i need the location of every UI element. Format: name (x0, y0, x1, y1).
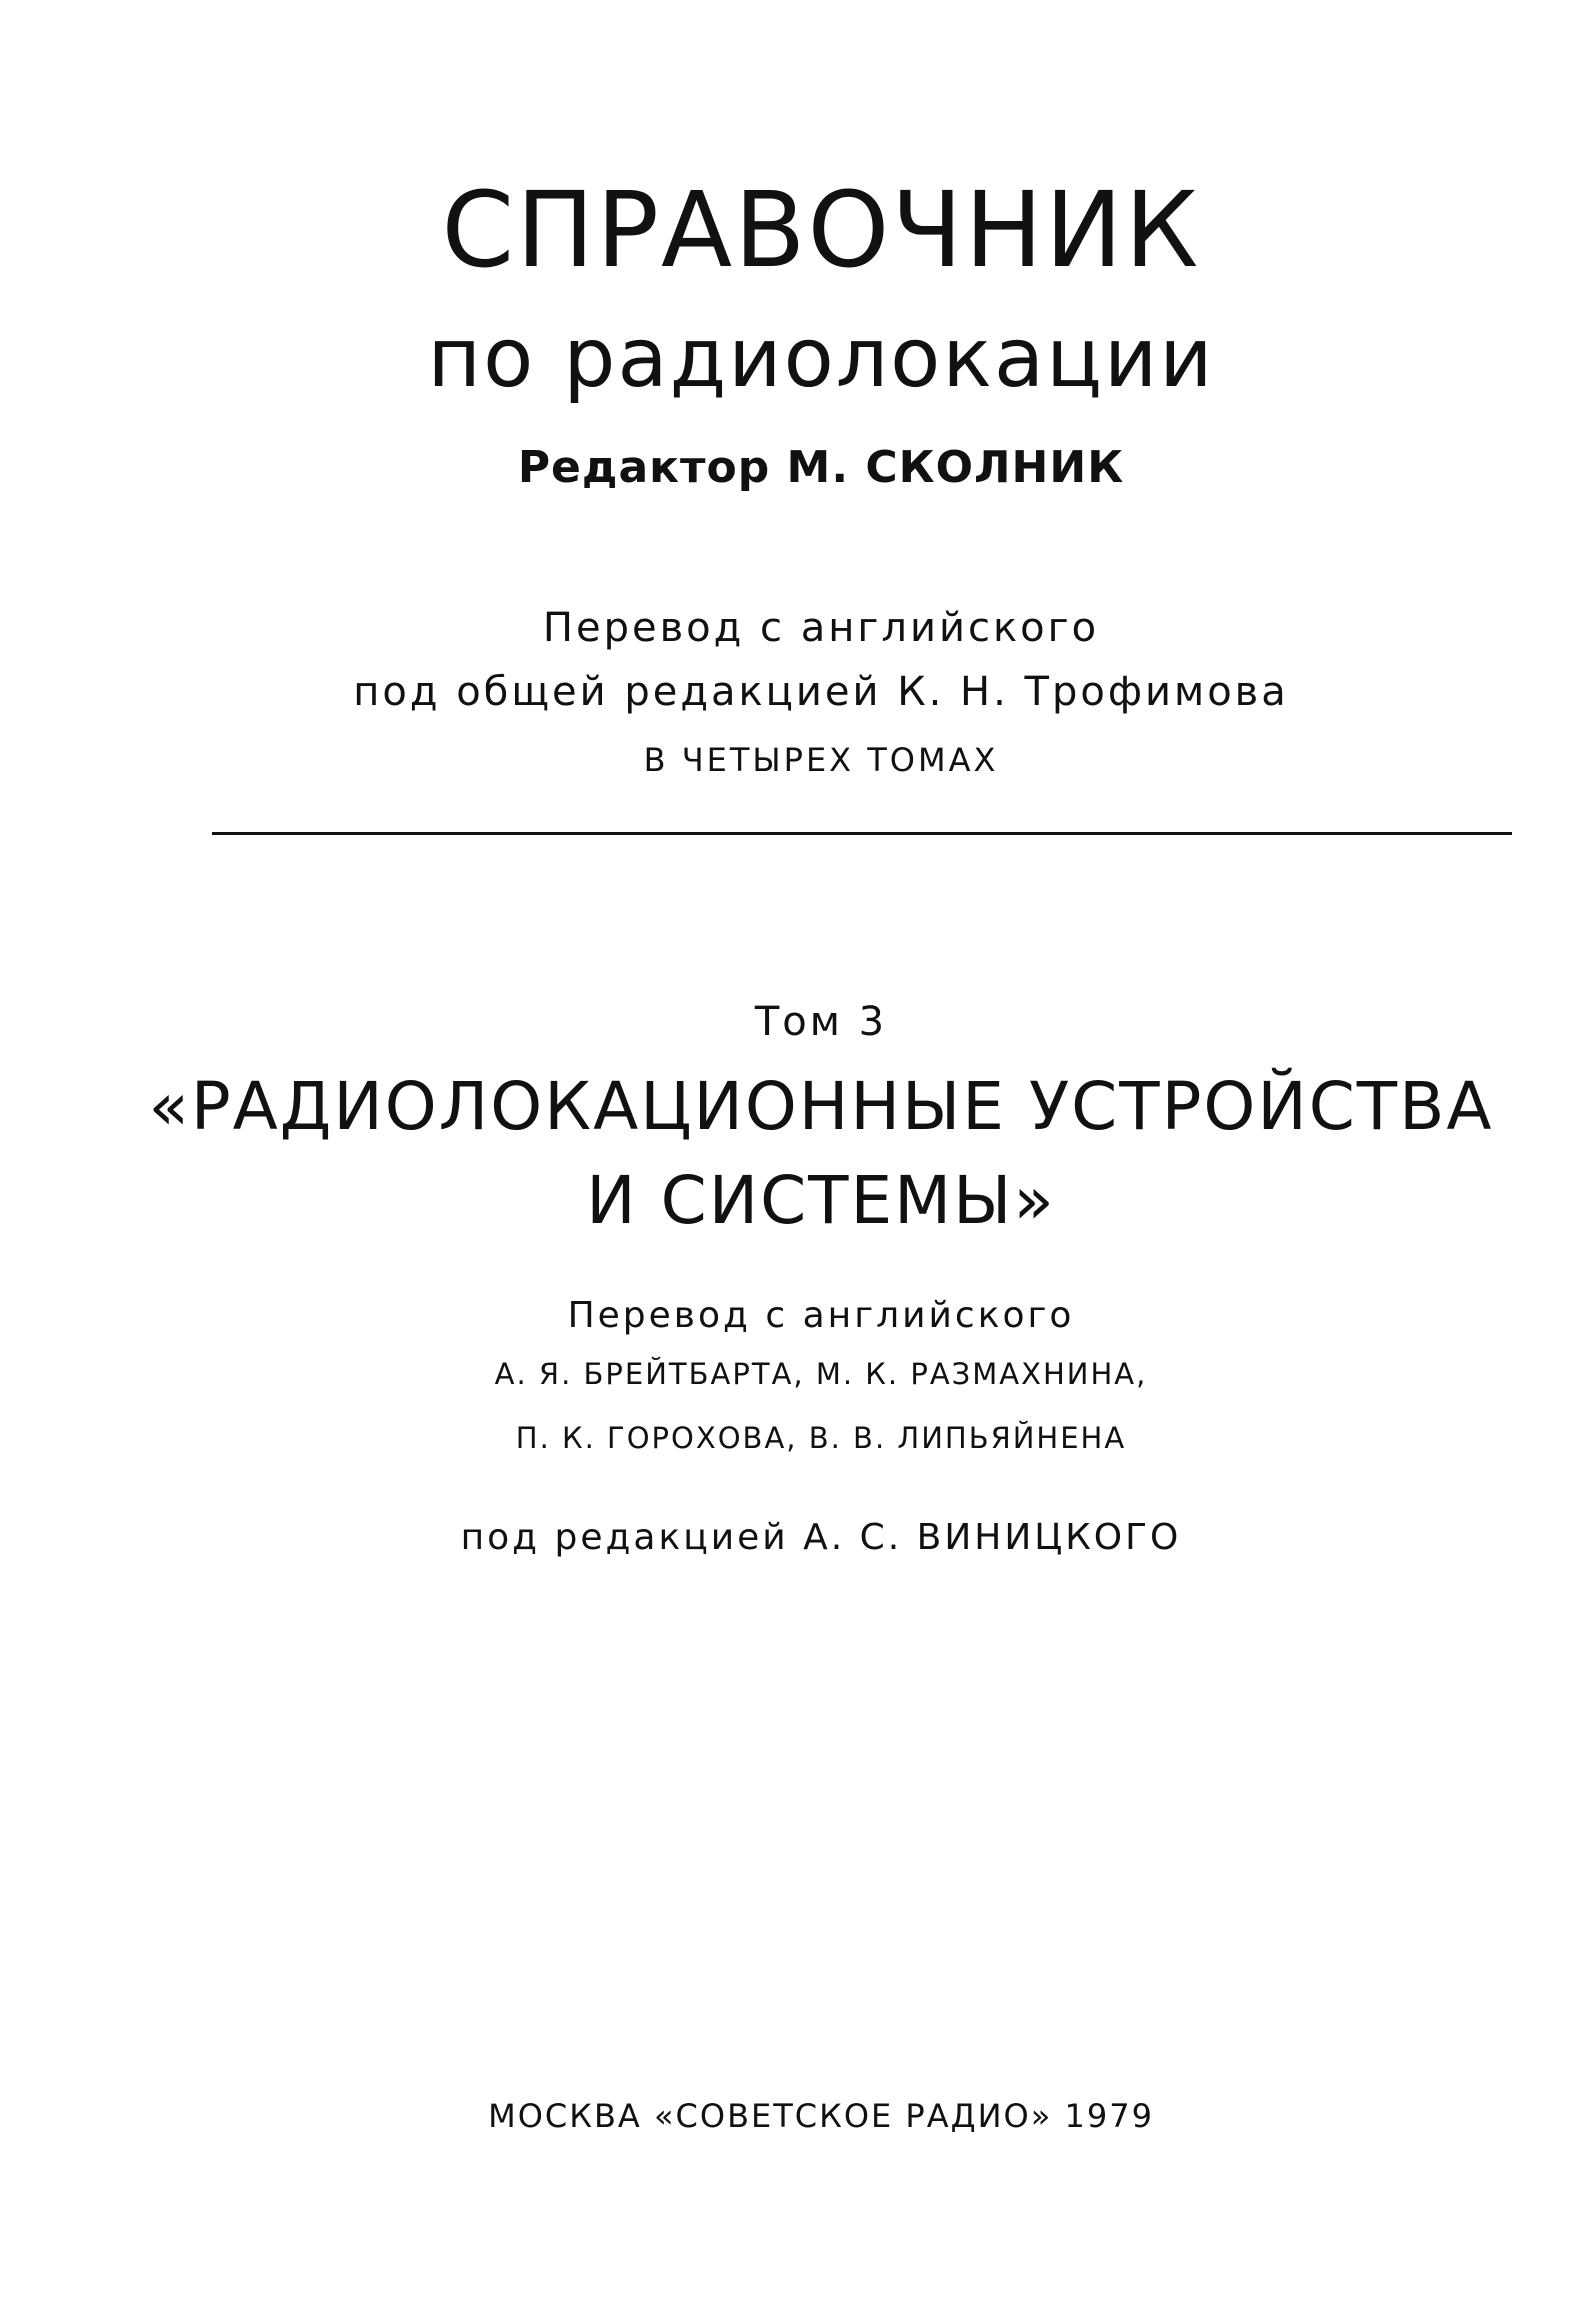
publisher-imprint: МОСКВА «СОВЕТСКОЕ РАДИО» 1979 (488, 2097, 1154, 2135)
book-editor: Редактор М. СКОЛНИК (517, 442, 1125, 493)
book-title: СПРАВОЧНИК (441, 169, 1201, 291)
translators-line-2: П. К. ГОРОХОВА, В. В. ЛИПЬЯЙНЕНА (515, 1421, 1127, 1455)
translation-note: Перевод с английского (542, 605, 1100, 651)
volume-translation-note: Перевод с английского (567, 1295, 1075, 1336)
volume-editor-note: под редакцией А. С. ВИНИЦКОГО (460, 1517, 1182, 1558)
volume-title-line-2: И СИСТЕМЫ» (586, 1162, 1056, 1239)
translators-line-1: А. Я. БРЕЙТБАРТА, М. К. РАЗМАХНИНА, (494, 1357, 1148, 1391)
book-subtitle: по радиолокации (427, 311, 1215, 406)
volume-label: Том 3 (754, 999, 888, 1045)
divider-rule (212, 832, 1512, 835)
volumes-note: В ЧЕТЫРЕХ ТОМАХ (643, 741, 999, 779)
volume-title-line-1: «РАДИОЛОКАЦИОННЫЕ УСТРОЙСТВА (148, 1068, 1494, 1145)
general-editor-note: под общей редакцией К. Н. Трофимова (353, 669, 1289, 715)
